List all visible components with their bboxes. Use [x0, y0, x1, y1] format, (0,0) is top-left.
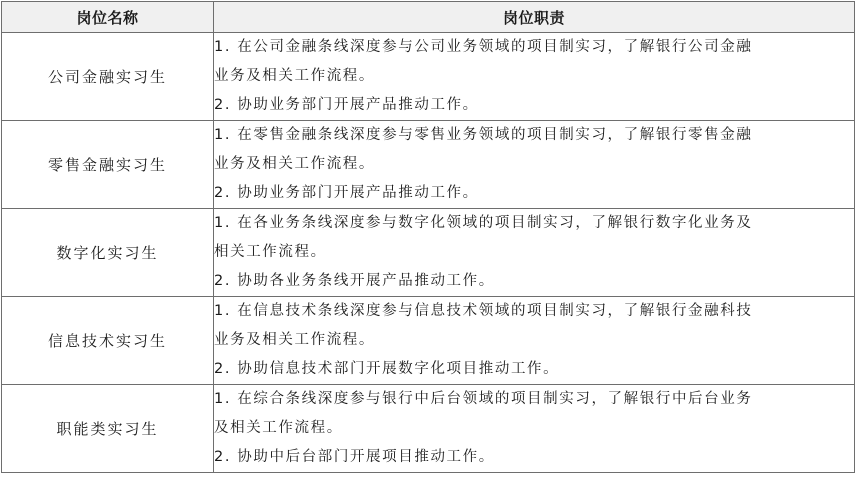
position-duty: [214, 297, 855, 385]
table-row: [2, 121, 855, 209]
duty-line: 1. 在公司金融条线深度参与公司业务领域的项目制实习，了解银行公司金融: [214, 39, 753, 55]
table-row: [2, 209, 855, 297]
header-position-name: 岗位名称: [2, 2, 214, 33]
position-duty: [214, 121, 855, 209]
duty-line: 2. 协助中后台部门开展项目推动工作。: [214, 449, 495, 465]
duty-line: 业务及相关工作流程。: [214, 68, 375, 84]
table-row: [2, 385, 855, 473]
duty-line: 2. 协助业务部门开展产品推动工作。: [214, 97, 479, 113]
header-position-duty: 岗位职责: [214, 2, 855, 33]
duty-line: 业务及相关工作流程。: [214, 332, 375, 348]
position-name: 数字化实习生: [2, 209, 214, 297]
duty-line: 相关工作流程。: [214, 244, 327, 260]
job-positions-table: [1, 1, 855, 473]
table-row: [2, 297, 855, 385]
duty-line: 2. 协助各业务条线开展产品推动工作。: [214, 273, 495, 289]
position-name: 零售金融实习生: [2, 121, 214, 209]
table-row: [2, 33, 855, 121]
duty-line: 1. 在综合条线深度参与银行中后台领域的项目制实习，了解银行中后台业务: [214, 391, 753, 407]
duty-line: 1. 在信息技术条线深度参与信息技术领域的项目制实习，了解银行金融科技: [214, 303, 753, 319]
duty-line: 业务及相关工作流程。: [214, 156, 375, 172]
position-duty: [214, 385, 855, 473]
position-name: 职能类实习生: [2, 385, 214, 473]
duty-line: 1. 在零售金融条线深度参与零售业务领域的项目制实习，了解银行零售金融: [214, 127, 753, 143]
duty-line: 2. 协助信息技术部门开展数字化项目推动工作。: [214, 361, 560, 377]
duty-line: 及相关工作流程。: [214, 420, 343, 436]
position-duty: [214, 209, 855, 297]
duty-line: 2. 协助业务部门开展产品推动工作。: [214, 185, 479, 201]
table-header-row: [2, 2, 855, 33]
duty-line: 1. 在各业务条线深度参与数字化领域的项目制实习，了解银行数字化业务及: [214, 215, 753, 231]
position-name: 信息技术实习生: [2, 297, 214, 385]
position-name: 公司金融实习生: [2, 33, 214, 121]
position-duty: [214, 33, 855, 121]
